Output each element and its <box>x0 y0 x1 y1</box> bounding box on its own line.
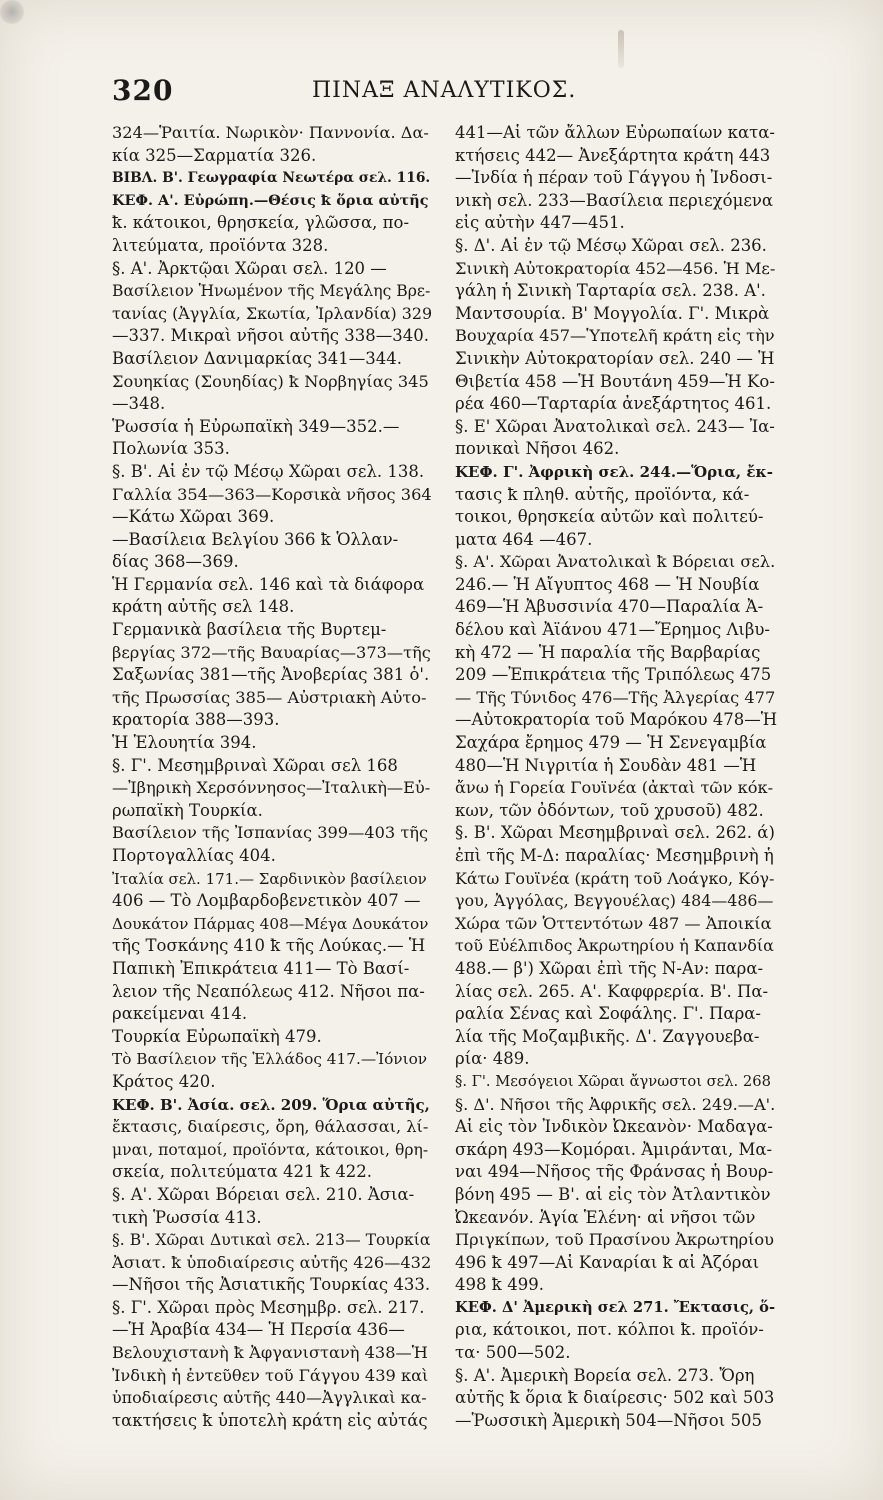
index-line: Ἀσιατ. ꝁ ὑποδιαίρεσις αὐτῆς 426—432 <box>112 1252 432 1272</box>
index-line: 488.— β') Χῶραι ἐπὶ τῆς Ν-Αν: παρα- <box>455 958 764 978</box>
index-line: —Βασίλεια Βελγίου 366 ꝁ Ὁλλαν- <box>112 529 399 549</box>
index-line: ναι 494—Νῆσος τῆς Φράνσας ἡ Βουρ- <box>455 1162 774 1182</box>
index-line: κράτη αὐτῆς σελ 148. <box>112 597 295 617</box>
index-line: Σινικὴ Αὐτοκρατορία 452—456. Ἡ Με- <box>455 258 776 278</box>
index-line: τασις ꝁ πληθ. αὐτῆς, προϊόντα, κά- <box>455 484 750 504</box>
index-line: Σαξωνίας 381—τῆς Ἀνοβερίας 381 ὁ'. <box>112 665 430 685</box>
running-title: ΠΙΝΑΞ ΑΝΑΛΥΤΙΚΟΣ. <box>312 78 577 103</box>
index-line: γου, Ἀγγόλας, Βεγγουέλας) 484—486— <box>455 891 774 911</box>
index-line: —Ἰνδία ἡ πέραν τοῦ Γάγγου ἡ Ἰνδοσι- <box>455 168 773 188</box>
index-line: κὴ 472 — Ἡ παραλία τῆς Βαρβαρίας <box>455 642 761 662</box>
index-line: —348. <box>112 394 166 414</box>
index-line: αὐτῆς ꝁ ὅρια ꝁ διαίρεσις· 502 καὶ 503 <box>455 1388 775 1408</box>
index-line: —Κάτω Χῶραι 369. <box>112 507 275 527</box>
index-line: Κράτος 420. <box>112 1071 216 1091</box>
index-line: — Τῆς Τύνιδος 476—Τῆς Ἀλγερίας 477 <box>455 687 776 707</box>
index-line: μναι, ποταμοί, προϊόντα, κάτοικοι, θρη- <box>112 1140 429 1159</box>
index-line: Βουχαρία 457—Ὑποτελῆ κράτη εἰς τὴν <box>455 326 775 346</box>
index-line: εἰς αὐτὴν 447—451. <box>455 213 625 233</box>
index-line: 498 ꝁ 499. <box>455 1275 545 1295</box>
index-line: Θιβετία 458 —Ἡ Βουτάνη 459—Ἡ Κο- <box>455 371 775 391</box>
index-line: λία τῆς Μοζαμβικῆς. Δ'. Ζαγγουεβα- <box>455 1026 760 1046</box>
index-line: τακτήσεις ꝁ ὑποτελὴ κράτη εἰς αὐτάς <box>112 1410 428 1430</box>
index-line: 480—Ἡ Νιγριτία ἡ Σουδὰν 481 —Ἡ <box>455 755 757 775</box>
index-line: §. Β'. Αἱ ἐν τῷ Μέσῳ Χῶραι σελ. 138. <box>112 461 425 481</box>
index-line: λιτεύματα, προϊόντα 328. <box>112 235 329 255</box>
index-line: σκάρη 493—Κομόραι. Ἀμιράνται, Μα- <box>455 1139 773 1159</box>
index-line: Ὠκεανόν. Ἁγία Ἑλένη· αἱ νῆσοι τῶν <box>455 1207 756 1227</box>
index-line: 246.— Ἡ Αἴγυπτος 468 — Ἡ Νουβία <box>455 574 760 594</box>
index-line: ρέα 460—Ταρταρία ἀνεξάρτητος 461. <box>455 394 772 414</box>
index-line: ΚΕΦ. Δ' Ἀμερικὴ σελ 271. Ἔκτασις, ὅ- <box>455 1298 776 1316</box>
index-line: 469—Ἡ Ἀβυσσινία 470—Παραλία Ἀ- <box>455 597 764 617</box>
index-line: §. Δ'. Αἱ ἐν τῷ Μέσῳ Χῶραι σελ. 236. <box>455 235 767 255</box>
index-line: —Νῆσοι τῆς Ἀσιατικῆς Τουρκίας 433. <box>112 1275 431 1295</box>
index-line: ρακείμεναι 414. <box>112 1004 248 1024</box>
index-line: §. Β'. Χῶραι Δυτικαὶ σελ. 213— Τουρκία <box>112 1231 431 1250</box>
index-line: τανίας (Ἀγγλία, Σκωτία, Ἰρλανδία) 329 <box>112 303 432 323</box>
index-line: τῆς Πρωσσίας 385— Αὐστριακὴ Αὐτο- <box>112 687 427 707</box>
index-line: §. Α'. Χῶραι Βόρειαι σελ. 210. Ἀσια- <box>112 1184 415 1204</box>
index-line: §. Α'. Ἀμερικὴ Βορεία σελ. 273. Ὄρη <box>455 1365 755 1385</box>
index-line: ΚΕΦ. Α'. Εὐρώπη.—Θέσις ꝁ ὅρια αὐτῆς <box>112 191 429 209</box>
page-header <box>112 74 772 114</box>
index-line: —Ἡ Ἀραβία 434— Ἡ Περσία 436— <box>112 1320 405 1340</box>
index-line: Βασίλειον Δανιμαρκίας 341—344. <box>112 348 402 368</box>
page-number: 320 <box>112 74 174 107</box>
index-line: Γαλλία 354—363—Κορσικὰ νῆσος 364 <box>112 484 432 504</box>
index-line: 209 —Ἐπικράτεια τῆς Τριπόλεως 475 <box>455 665 772 685</box>
index-line: βεργίας 372—τῆς Βαυαρίας—373—τῆς <box>112 642 431 662</box>
index-line: §. Α'. Χῶραι Ἀνατολικαὶ ꝁ Βόρειαι σελ. <box>455 552 776 572</box>
index-line: Τουρκία Εὐρωπαϊκὴ 479. <box>112 1026 322 1046</box>
index-line: Ἰταλία σελ. 171.— Σαρδινικὸν βασίλειον <box>112 869 427 888</box>
index-line: —337. Μικραὶ νῆσοι αὐτῆς 338—340. <box>112 326 429 346</box>
index-line: λειον τῆς Νεαπόλεως 412. Νῆσοι πα- <box>112 981 425 1001</box>
index-line: Χώρα τῶν Ὁττεντότων 487 — Ἀποικία <box>455 913 772 933</box>
index-line: Δουκάτον Πάρμας 408—Μέγα Δουκάτον <box>112 914 429 933</box>
index-line: Ἡ Ἑλουητία 394. <box>112 733 257 753</box>
index-line: τοικοι, θρησκεία αὐτῶν καὶ πολιτεύ- <box>455 507 764 527</box>
index-line: §. Ε' Χῶραι Ἀνατολικαὶ σελ. 243— Ἰα- <box>455 416 775 436</box>
index-line: Ἡ Γερμανία σελ. 146 καὶ τὰ διάφορα <box>112 574 425 594</box>
index-line: §. Α'. Ἀρκτῷαι Χῶραι σελ. 120 — <box>112 258 387 278</box>
index-line: Κάτω Γουϊνέα (κράτη τοῦ Λοάγκο, Κόγ- <box>455 868 775 888</box>
index-line: τα· 500—502. <box>455 1343 571 1363</box>
index-line: Βελουχιστανὴ ꝁ Ἀφγανιστανὴ 438—Ἡ <box>112 1343 428 1363</box>
index-line: ἐπὶ τῆς Μ-Δ: παραλίας· Μεσημβρινὴ ἡ <box>455 846 774 865</box>
index-line: ρία· 489. <box>455 1049 530 1069</box>
index-line: ματα 464 —467. <box>455 529 593 549</box>
index-line: §. Γ'. Μεσημβριναὶ Χῶραι σελ 168 <box>112 755 398 775</box>
index-line: 406 — Τὸ Λομβαρδοβενετικὸν 407 — <box>112 891 421 911</box>
index-line: Σαχάρα ἔρημος 479 — Ἡ Σενεγαμβία <box>455 733 767 753</box>
index-line: ρια, κάτοικοι, ποτ. κόλποι ꝁ. προϊόν- <box>455 1320 764 1340</box>
index-line: τικὴ Ῥωσσία 413. <box>112 1207 262 1227</box>
index-line: Πολωνία 353. <box>112 439 230 459</box>
index-line: ΚΕΦ. Γ'. Ἀφρικὴ σελ. 244.—Ὅρια, ἔκ- <box>455 462 773 481</box>
index-line: §. Β'. Χῶραι Μεσημβριναὶ σελ. 262. ά) <box>455 823 775 843</box>
index-line: Πορτογαλλίας 404. <box>112 846 276 865</box>
index-line: βόνη 495 — Β'. αἱ εἰς τὸν Ἀτλαντικὸν <box>455 1184 771 1204</box>
index-line: ΒΙΒΛ. Β'. Γεωγραφία Νεωτέρα σελ. 116. <box>112 170 431 187</box>
index-line: Ἰνδικὴ ἡ ἐντεῦθεν τοῦ Γάγγου 439 καὶ <box>112 1365 429 1385</box>
index-line: λίας σελ. 265. Α'. Καφφρερία. Β'. Πα- <box>455 981 769 1001</box>
index-line: νικὴ σελ. 233—Βασίλεια περιεχόμενα <box>455 190 774 210</box>
index-line: κτήσεις 442— Ἀνεξάρτητα κράτη 443 <box>455 145 771 165</box>
index-line: Μαντσουρία. Β' Μογγολία. Γ'. Μικρὰ <box>455 303 770 323</box>
index-line: Ῥωσσία ἡ Εὐρωπαϊκὴ 349—352.— <box>112 416 400 436</box>
index-line: σκεία, πολιτεύματα 421 ꝁ 422. <box>112 1162 373 1182</box>
index-line: ρωπαϊκὴ Τουρκία. <box>112 800 263 820</box>
index-line: ὑποδιαίρεσις αὐτῆς 440—Ἀγγλικαὶ κα- <box>112 1388 427 1408</box>
index-line: 496 ꝁ 497—Αἱ Καναρίαι ꝁ αἱ Ἀζόραι <box>455 1252 760 1272</box>
ink-blot <box>0 0 24 24</box>
index-line: Γερμανικὰ βασίλεια τῆς Βυρτεμ- <box>112 620 387 640</box>
right-column <box>455 122 777 1432</box>
index-line: Τὸ Βασίλειον τῆς Ἑλλάδος 417.—Ἰόνιον <box>112 1050 428 1069</box>
index-line: §. Γ'. Χῶραι πρὸς Μεσημβρ. σελ. 217. <box>112 1297 425 1317</box>
index-line: τοῦ Εὐέλπιδος Ἀκρωτηρίου ἡ Καπανδία <box>455 936 774 956</box>
index-line: τῆς Τοσκάνης 410 ꝁ τῆς Λούκας.— Ἡ <box>112 936 426 956</box>
index-line: ἔκτασις, διαίρεσις, ὄρη, θάλασσαι, λί- <box>112 1117 429 1137</box>
index-line: κία 325—Σαρματία 326. <box>112 145 317 165</box>
index-line: Σινικὴν Αὐτοκρατορίαν σελ. 240 — Ἡ <box>455 348 775 368</box>
index-line: —Ῥωσσικὴ Ἀμερικὴ 504—Νῆσοι 505 <box>455 1410 762 1430</box>
index-line: ἄνω ἡ Γορεία Γουϊνέα (ἀκταὶ τῶν κόκ- <box>455 778 774 798</box>
index-line: 441—Αἱ τῶν ἄλλων Εὐρωπαίων κατα- <box>455 123 775 142</box>
index-line: ꝁ. κάτοικοι, θρησκεία, γλῶσσα, πο- <box>112 213 410 233</box>
index-line: γάλη ἡ Σινικὴ Ταρταρία σελ. 238. Α'. <box>455 281 766 301</box>
index-line: Αἱ εἰς τὸν Ἰνδικὸν Ὠκεανὸν· Μαδαγα- <box>455 1117 773 1137</box>
index-line: Βασίλειον τῆς Ἰσπανίας 399—403 τῆς <box>112 823 429 843</box>
index-line: Βασίλειον Ἡνωμένον τῆς Μεγάλης Βρε- <box>112 282 431 301</box>
index-line: —Αὐτοκρατορία τοῦ Μαρόκου 478—Ἡ <box>455 710 777 730</box>
index-line: Σουηκίας (Σουηδίας) ꝁ Νορβηγίας 345 <box>112 371 429 391</box>
bleed-through-mark <box>618 30 624 68</box>
index-line: ΚΕΦ. Β'. Ἀσία. σελ. 209. Ὅρια αὐτῆς, <box>112 1095 430 1114</box>
left-column <box>112 122 432 1432</box>
index-line: δίας 368—369. <box>112 552 239 572</box>
index-line: Παπικὴ Ἐπικράτεια 411— Τὸ Βασί- <box>112 958 410 978</box>
index-line: Πριγκίπων, τοῦ Πρασίνου Ἀκρωτηρίου <box>455 1230 774 1250</box>
index-line: §. Δ'. Νῆσοι τῆς Ἀφρικῆς σελ. 249.—Α'. <box>455 1094 776 1114</box>
index-line: —Ἰβηρικὴ Χερσόννησος—Ἰταλικὴ—Εὐ- <box>112 778 431 798</box>
index-line: 324—Ῥαιτία. Νωρικὸν· Παννονία. Δα- <box>112 123 429 142</box>
index-line: δέλου καὶ Ἀϊάνου 471—Ἔρημος Λιβυ- <box>455 620 770 640</box>
index-line: κρατορία 388—393. <box>112 710 280 730</box>
index-line: πονικαὶ Νῆσοι 462. <box>455 439 620 459</box>
index-line: κων, τῶν ὀδόντων, τοῦ χρυσοῦ) 482. <box>455 800 764 820</box>
index-line: ραλία Σένας καὶ Σοφάλης. Γ'. Παρα- <box>455 1004 761 1024</box>
index-line: §. Γ'. Μεσόγειοι Χῶραι ἄγνωστοι σελ. 268 <box>455 1072 771 1090</box>
